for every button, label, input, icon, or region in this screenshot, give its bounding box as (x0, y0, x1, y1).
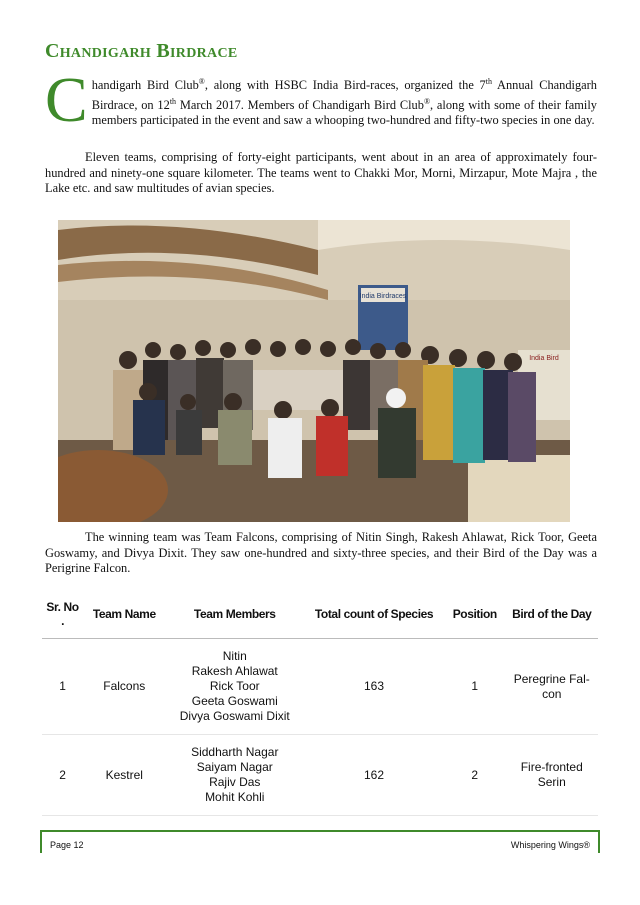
group-photo-image (58, 220, 570, 522)
table-row: 1 Falcons Nitin Rakesh Ahlawat Rick Toor Geeta Goswami Divya Goswami Dixit 163 1 Peregrine Fal-con (42, 639, 598, 735)
page-number: Page 12 (50, 840, 84, 850)
svg-text:India Bird: India Bird (529, 355, 559, 362)
drop-cap: C (45, 64, 88, 135)
intro-paragraph: Chandigarh Bird Club®, along with HSBC India Bird-races, organized the 7th Annual Chandigarh Birdrace, on 12th March 2017. Members of Chandigarh Bird Club®, along with some of their family members participated in the event and saw a whooping two-hundred and fifty-two species in one day. (45, 64, 597, 135)
svg-text:India Birdraces: India Birdraces (359, 293, 407, 300)
group-photo (58, 220, 570, 522)
article-title: Chandigarh Birdrace (45, 40, 238, 62)
header-total-count: Total count of Species (304, 590, 444, 639)
page-footer (40, 830, 600, 853)
results-table (42, 590, 598, 816)
magazine-name: Whispering Wings® (510, 840, 590, 850)
team-members-cell: Nitin Rakesh Ahlawat Rick Toor Geeta Goswami Divya Goswami Dixit (166, 639, 304, 735)
header-team-members: Team Members (166, 590, 304, 639)
teams-paragraph: Eleven teams, comprising of forty-eight participants, went about in an area of approximately four-hundred and ninety-one square kilometer. The teams went to Chakki Mor, Morni, Mirzapur, Mote Majra , the Lake etc. and saw multitudes of avian species. (45, 150, 597, 195)
header-team-name: Team Name (83, 590, 165, 639)
table-header-row (42, 590, 598, 639)
table-row: 2 Kestrel Siddharth Nagar Saiyam Nagar Rajiv Das Mohit Kohli 162 2 Fire-fronted Serin (42, 735, 598, 816)
header-sr-no: Sr. No . (42, 590, 83, 639)
header-bird-of-day: Bird of the Day (505, 590, 598, 639)
photo-caption-paragraph: The winning team was Team Falcons, comprising of Nitin Singh, Rakesh Ahlawat, Rick Toor, Geeta Goswamy, and Divya Dixit. They saw one-hundred and sixty-three species, and their Bird of the Day was a Perigrine Falcon. (45, 530, 597, 575)
team-members-cell: Siddharth Nagar Saiyam Nagar Rajiv Das Mohit Kohli (166, 735, 304, 816)
header-position: Position (444, 590, 505, 639)
